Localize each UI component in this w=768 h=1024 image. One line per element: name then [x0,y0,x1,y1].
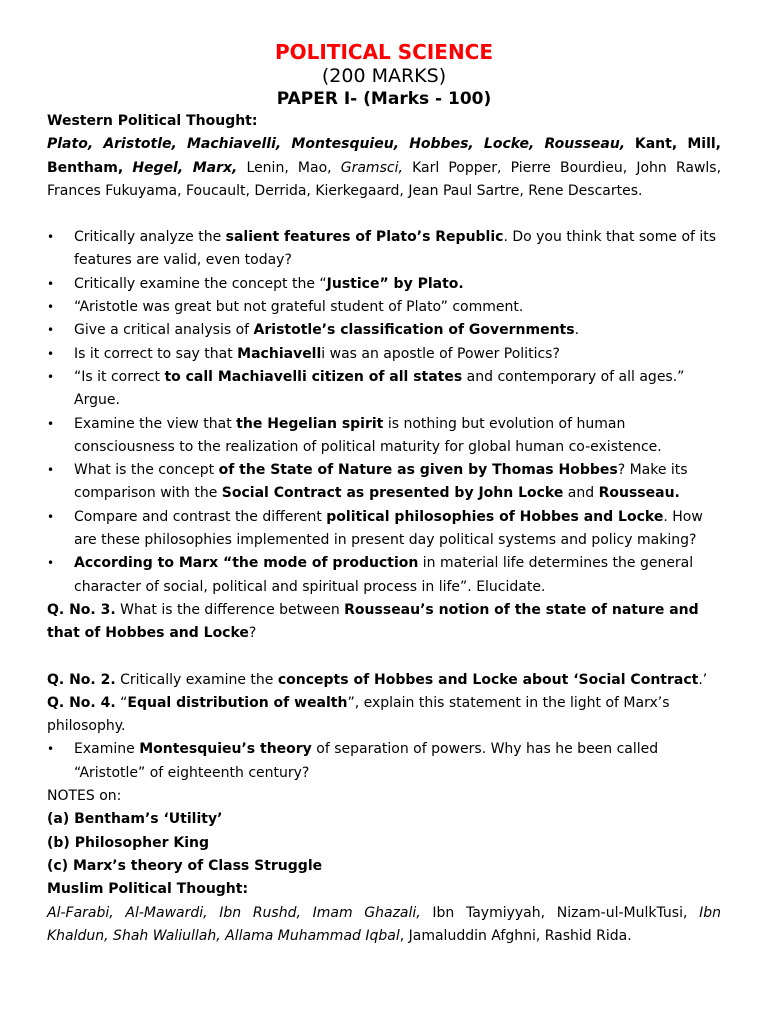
list-item: • According to Marx “the mode of production in material life determines the general character of social, political and spiritual process in life”. Elucidate. [47,552,721,599]
list-item: • Give a critical analysis of Aristotle’s classification of Governments. [47,319,721,342]
bullet-icon: • [47,369,55,384]
note-item: (b) Philosopher King [47,834,209,851]
montesquieu-list [47,738,721,785]
thinkers-plain-2: Karl Popper, Pierre Bourdieu, John Rawls, Frances Fukuyama, Foucault, Derrida, Kierkegaard, Jean Paul Sartre, Rene Descartes. [47,159,722,199]
question-4: Q. No. 4. “Equal distribution of wealth”, explain this statement in the light of Marx’s philosophy. [47,694,670,735]
question-3: Q. No. 3. What is the difference between Rousseau’s notion of the state of nature and that of Hobbes and Locke? [47,601,699,642]
muslim-heading: Muslim Political Thought: [47,881,249,898]
western-heading: Western Political Thought: [47,113,258,129]
bullet-icon: • [47,276,55,291]
question-2: Q. No. 2. Critically examine the concepts of Hobbes and Locke about ‘Social Contract.’ [47,671,708,688]
thinkers-bold-italic-2: Hegel, Marx, [132,159,238,176]
list-item: • Examine the view that the Hegelian spirit is nothing but evolution of human consciousness to the realization of political maturity for global human co-existence. [47,413,721,460]
bullet-icon: • [47,346,55,361]
list-item: • Compare and contrast the different political philosophies of Hobbes and Locke. How are these philosophies implemented in present day political systems and policy making? [47,506,721,553]
note-item: (a) Bentham’s ‘Utility’ [47,811,223,828]
list-item: • Critically examine the concept the “Justice” by Plato. [47,273,721,296]
document-page [47,40,721,948]
thinkers-bold-1: Kant, Mill, Bentham, [47,136,721,176]
western-questions-list [47,226,721,599]
list-item: • Is it correct to say that Machiavelli was an apostle of Power Politics? [47,343,721,366]
notes-heading: NOTES on: [47,788,122,805]
bullet-icon: • [47,463,55,478]
bullet-icon: • [47,416,55,431]
note-item: (c) Marx’s theory of Class Struggle [47,857,323,874]
list-item: • Examine Montesquieu’s theory of separation of powers. Why has he been called “Aristotle” of eighteenth century? [47,738,721,785]
bullet-icon: • [47,230,55,245]
bullet-icon: • [47,742,55,757]
list-item: • “Is it correct to call Machiavelli citizen of all states and contemporary of all ages.” Argue. [47,366,721,413]
list-item: • What is the concept of the State of Nature as given by Thomas Hobbes? Make its comparison with the Social Contract as presented by John Locke and Rousseau. [47,459,721,506]
bullet-icon: • [47,556,55,571]
thinkers-italic-1: Gramsci, [340,159,403,176]
list-item: • “Aristotle was great but not grateful student of Plato” comment. [47,296,721,319]
list-item: • Critically analyze the salient features of Plato’s Republic. Do you think that some of its features are valid, even today? [47,226,721,273]
western-thinkers [47,133,721,203]
total-marks: (200 MARKS) [321,65,447,87]
document-title: POLITICAL SCIENCE [274,40,494,64]
muslim-thinkers: Al-Farabi, Al-Mawardi, Ibn Rushd, Imam Ghazali, Ibn Taymiyyah, Nizam-ul-MulkTusi, Ibn Khaldun, Shah Waliullah, Allama Muhammad Iqbal, Jamaluddin Afghni, Rashid Rida. [47,904,721,944]
thinkers-plain-1: Lenin, Mao, [246,159,332,176]
bullet-icon: • [47,323,55,338]
thinkers-bold-italic-1: Plato, Aristotle, Machiavelli, Montesquieu, Hobbes, Locke, Rousseau, [47,136,626,153]
bullet-icon: • [47,300,55,315]
paper-heading: PAPER I- (Marks - 100) [276,89,492,109]
bullet-icon: • [47,509,55,524]
